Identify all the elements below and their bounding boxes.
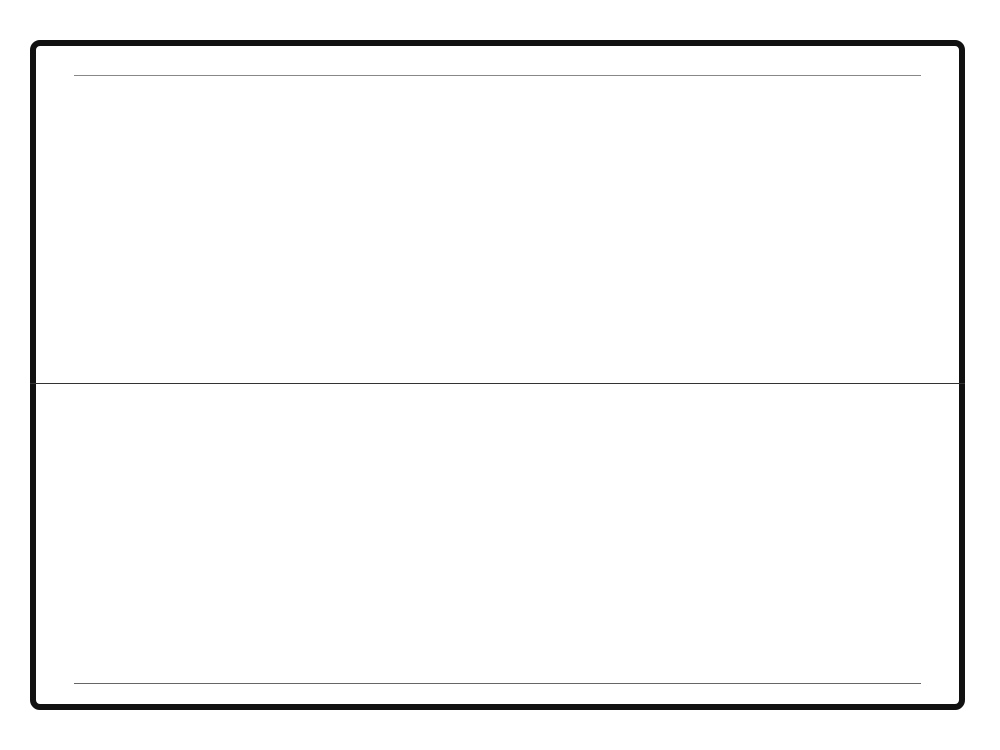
planner-page [30,40,965,710]
bottom-divider [74,683,921,684]
top-divider [74,75,921,76]
spine-line [30,383,965,384]
